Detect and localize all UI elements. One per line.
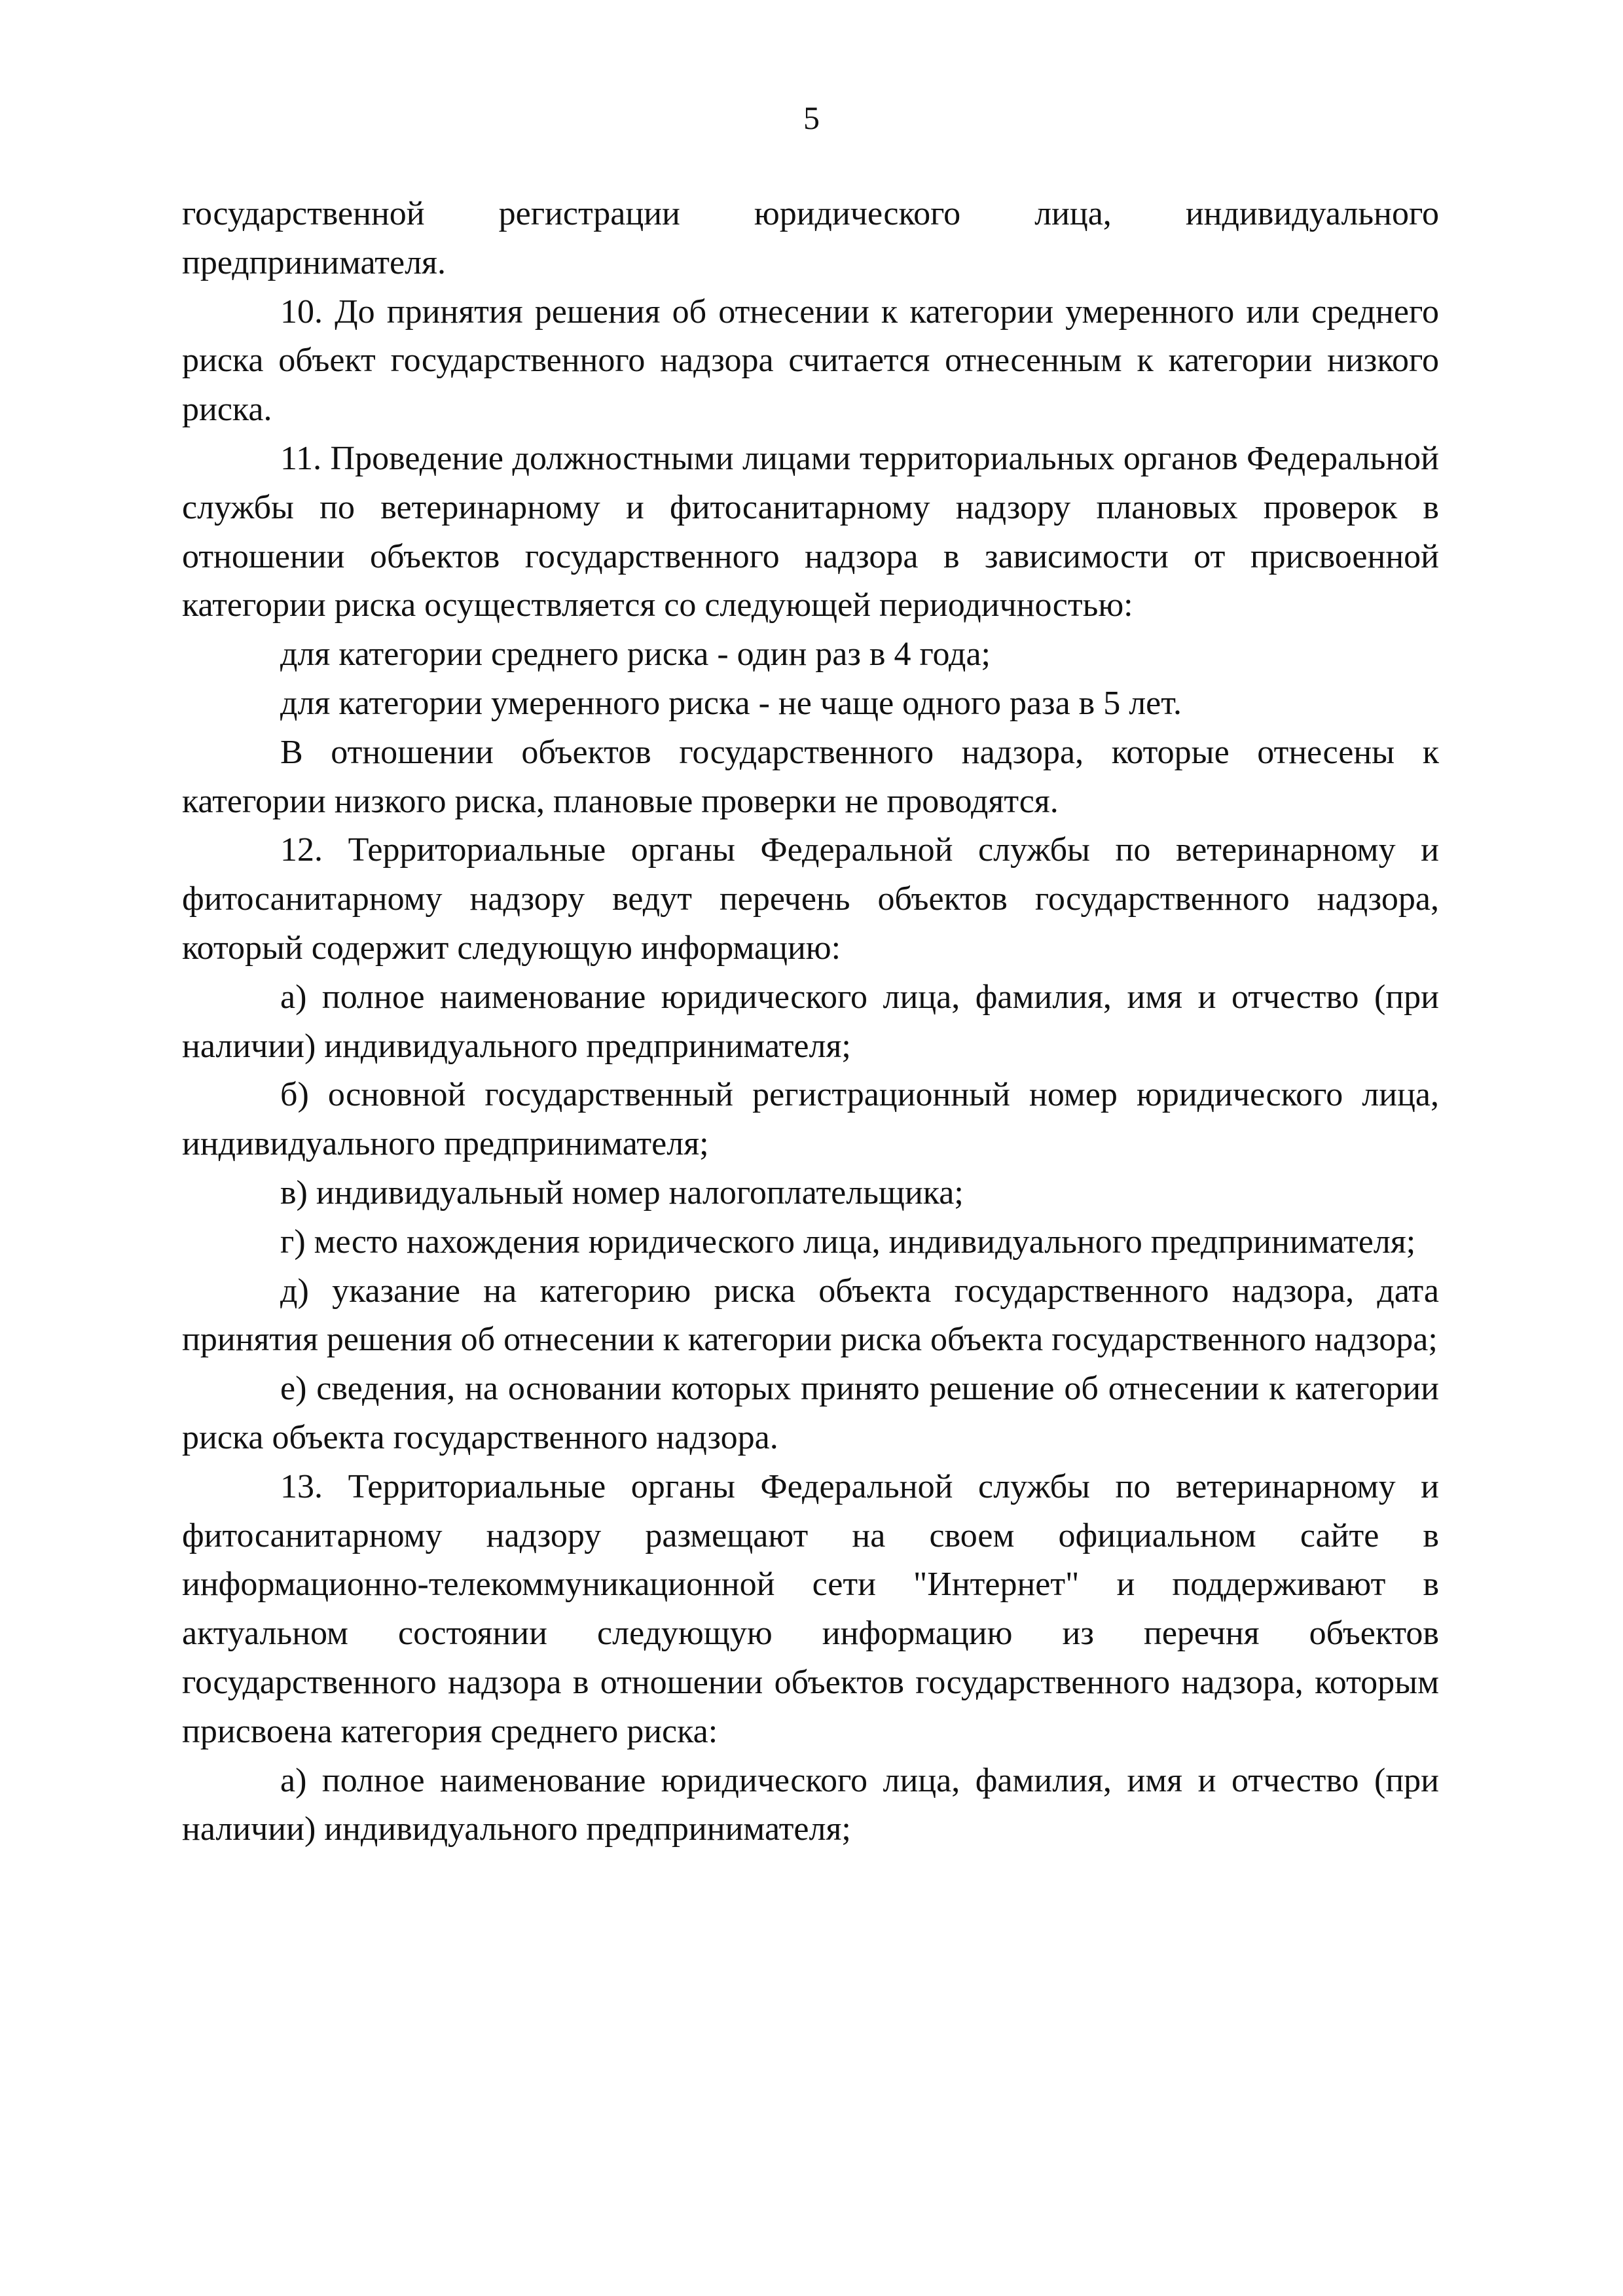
list-item-d: д) указание на категорию риска объекта государственного надзора, дата принятия решения об отнесении к категории риска объекта государственного надзора; — [182, 1272, 1439, 1359]
paragraph-12: 12. Территориальные органы Федеральной службы по ветеринарному и фитосанитарному надзору ведут перечень объектов государственного надзора, который содержит следующую информацию: — [182, 831, 1439, 967]
list-item-a-2: а) полное наименование юридического лица, фамилия, имя и отчество (при наличии) индивидуального предпринимателя; — [182, 1761, 1439, 1848]
periodicity-moderate-risk: для категории умеренного риска - не чаще одного раза в 5 лет. — [280, 684, 1182, 722]
list-item-a: а) полное наименование юридического лица, фамилия, имя и отчество (при наличии) индивидуального предпринимателя; — [182, 978, 1439, 1065]
paragraph-10: 10. До принятия решения об отнесении к категории умеренного или среднего риска объект государственного надзора считается отнесенным к категории низкого риска. — [182, 293, 1439, 429]
low-risk-note: В отношении объектов государственного надзора, которые отнесены к категории низкого риска, плановые проверки не проводятся. — [182, 733, 1439, 820]
page-number: 5 — [803, 99, 820, 136]
list-item-b: б) основной государственный регистрационный номер юридического лица, индивидуального предпринимателя; — [182, 1076, 1439, 1163]
paragraph-13: 13. Территориальные органы Федеральной службы по ветеринарному и фитосанитарному надзору размещают на своем официальном сайте в информационно-телекоммуникационной сети "Интернет" и поддерживают в актуальном состоянии следующую информацию из перечня объектов государственного надзора в отношении объектов государственного надзора, которым присвоена категория среднего риска: — [182, 1467, 1439, 1750]
paragraph-11: 11. Проведение должностными лицами территориальных органов Федеральной службы по ветеринарному и фитосанитарному надзору плановых проверок в отношении объектов государственного надзора в зависимости от присвоенной категории риска осуществляется со следующей периодичностью: — [182, 439, 1439, 624]
paragraph-continuation: государственной регистрации юридического лица, индивидуального предпринимателя. — [182, 195, 1439, 281]
document-body — [182, 190, 1439, 1854]
periodicity-medium-risk: для категории среднего риска - один раз в 4 года; — [280, 636, 991, 673]
list-item-v: в) индивидуальный номер налогоплательщика; — [280, 1174, 964, 1211]
list-item-g: г) место нахождения юридического лица, индивидуального предпринимателя; — [280, 1223, 1416, 1261]
list-item-e: е) сведения, на основании которых принято решение об отнесении к категории риска объекта государственного надзора. — [182, 1370, 1439, 1456]
